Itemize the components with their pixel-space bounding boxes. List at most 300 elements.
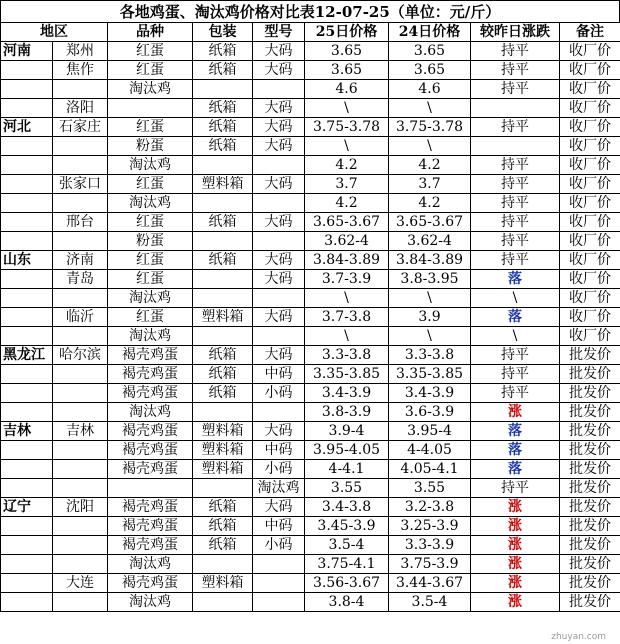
cell-province xyxy=(1,327,53,346)
cell-price-25: 3.7-3.9 xyxy=(305,270,389,289)
cell-packaging: 纸箱 xyxy=(193,137,253,156)
cell-packaging: 纸箱 xyxy=(193,517,253,536)
cell-price-24: 3.75-3.9 xyxy=(389,555,471,574)
cell-price-25: 3.7-3.8 xyxy=(305,308,389,327)
cell-price-25: 3.4-3.8 xyxy=(305,498,389,517)
cell-packaging: 纸箱 xyxy=(193,536,253,555)
cell-city xyxy=(53,232,108,251)
cell-packaging xyxy=(193,289,253,308)
cell-province xyxy=(1,99,53,118)
cell-change: 持平 xyxy=(471,346,560,365)
cell-price-25: 4.6 xyxy=(305,80,389,99)
cell-variety: 红蛋 xyxy=(108,61,193,80)
cell-remark: 收厂价 xyxy=(560,289,620,308)
cell-price-25: 3.62-4 xyxy=(305,232,389,251)
cell-size: 大码 xyxy=(253,251,305,270)
cell-packaging: 塑料箱 xyxy=(193,422,253,441)
cell-price-24: 3.5-4 xyxy=(389,593,471,612)
cell-variety: 褐壳鸡蛋 xyxy=(108,441,193,460)
cell-remark: 收厂价 xyxy=(560,80,620,99)
table-row xyxy=(1,574,620,593)
table-row xyxy=(1,270,620,289)
cell-change: 涨 xyxy=(471,403,560,422)
cell-province xyxy=(1,555,53,574)
cell-city xyxy=(53,194,108,213)
cell-price-25: 3.7 xyxy=(305,175,389,194)
cell-variety: 红蛋 xyxy=(108,213,193,232)
cell-city: 郑州 xyxy=(53,42,108,61)
cell-province xyxy=(1,213,53,232)
cell-packaging xyxy=(193,232,253,251)
table-body xyxy=(1,42,620,612)
cell-remark: 批发价 xyxy=(560,555,620,574)
cell-change: 持平 xyxy=(471,42,560,61)
cell-change xyxy=(471,99,560,118)
cell-remark: 收厂价 xyxy=(560,327,620,346)
cell-remark: 收厂价 xyxy=(560,251,620,270)
cell-province xyxy=(1,536,53,555)
cell-remark: 批发价 xyxy=(560,346,620,365)
cell-size xyxy=(253,156,305,175)
cell-change xyxy=(471,137,560,156)
cell-size: 中码 xyxy=(253,441,305,460)
header-price-25: 25日价格 xyxy=(305,23,389,42)
cell-size: 淘汰鸡 xyxy=(253,479,305,498)
cell-city: 济南 xyxy=(53,251,108,270)
cell-change: 涨 xyxy=(471,574,560,593)
cell-province xyxy=(1,308,53,327)
cell-price-24: 3.25-3.9 xyxy=(389,517,471,536)
cell-price-24: 3.9 xyxy=(389,308,471,327)
cell-price-24: 3.7 xyxy=(389,175,471,194)
cell-change: 涨 xyxy=(471,498,560,517)
cell-packaging: 纸箱 xyxy=(193,99,253,118)
cell-city: 临沂 xyxy=(53,308,108,327)
cell-size: 大码 xyxy=(253,118,305,137)
cell-remark: 批发价 xyxy=(560,479,620,498)
table-row xyxy=(1,308,620,327)
cell-price-24: \ xyxy=(389,327,471,346)
header-size: 型号 xyxy=(253,23,305,42)
cell-province xyxy=(1,365,53,384)
cell-price-25: 3.75-3.78 xyxy=(305,118,389,137)
cell-change: 涨 xyxy=(471,517,560,536)
header-row xyxy=(1,23,620,42)
cell-province xyxy=(1,289,53,308)
table-row xyxy=(1,422,620,441)
cell-price-25: 3.45-3.9 xyxy=(305,517,389,536)
cell-price-24: 3.65 xyxy=(389,61,471,80)
cell-variety: 褐壳鸡蛋 xyxy=(108,517,193,536)
cell-variety: 粉蛋 xyxy=(108,232,193,251)
cell-packaging: 纸箱 xyxy=(193,346,253,365)
cell-size xyxy=(253,327,305,346)
cell-size: 大码 xyxy=(253,270,305,289)
cell-remark: 收厂价 xyxy=(560,232,620,251)
cell-city xyxy=(53,384,108,403)
cell-price-24: 3.3-3.8 xyxy=(389,346,471,365)
cell-variety: 红蛋 xyxy=(108,175,193,194)
cell-price-25: 3.5-4 xyxy=(305,536,389,555)
table-row xyxy=(1,80,620,99)
table-row xyxy=(1,365,620,384)
watermark: zhuyan.com xyxy=(551,632,606,642)
header-region: 地区 xyxy=(1,23,108,42)
cell-remark: 收厂价 xyxy=(560,118,620,137)
cell-remark: 批发价 xyxy=(560,403,620,422)
cell-change: \ xyxy=(471,289,560,308)
cell-province: 黑龙江 xyxy=(1,346,53,365)
cell-city xyxy=(53,479,108,498)
cell-variety: 淘汰鸡 xyxy=(108,289,193,308)
cell-remark: 收厂价 xyxy=(560,61,620,80)
cell-price-25: \ xyxy=(305,327,389,346)
cell-city xyxy=(53,460,108,479)
cell-packaging xyxy=(193,479,253,498)
cell-price-25: 4.2 xyxy=(305,194,389,213)
cell-price-25: \ xyxy=(305,137,389,156)
cell-province: 吉林 xyxy=(1,422,53,441)
cell-province: 河南 xyxy=(1,42,53,61)
cell-city: 张家口 xyxy=(53,175,108,194)
cell-province xyxy=(1,384,53,403)
cell-city xyxy=(53,536,108,555)
cell-remark: 批发价 xyxy=(560,460,620,479)
table-row xyxy=(1,536,620,555)
cell-price-25: 3.65 xyxy=(305,42,389,61)
table-row xyxy=(1,118,620,137)
cell-variety: 红蛋 xyxy=(108,118,193,137)
cell-size xyxy=(253,289,305,308)
cell-city xyxy=(53,137,108,156)
cell-variety: 红蛋 xyxy=(108,270,193,289)
cell-price-25: 3.75-4.1 xyxy=(305,555,389,574)
table-row xyxy=(1,289,620,308)
cell-variety: 褐壳鸡蛋 xyxy=(108,536,193,555)
cell-packaging xyxy=(193,555,253,574)
cell-city: 青岛 xyxy=(53,270,108,289)
cell-size xyxy=(253,232,305,251)
cell-change: 持平 xyxy=(471,194,560,213)
table-row xyxy=(1,99,620,118)
cell-variety: 粉蛋 xyxy=(108,137,193,156)
cell-province xyxy=(1,137,53,156)
cell-city: 石家庄 xyxy=(53,118,108,137)
cell-city: 吉林 xyxy=(53,422,108,441)
cell-variety: 淘汰鸡 xyxy=(108,327,193,346)
cell-city xyxy=(53,593,108,612)
cell-packaging xyxy=(193,327,253,346)
cell-variety: 褐壳鸡蛋 xyxy=(108,365,193,384)
cell-change: \ xyxy=(471,327,560,346)
table-row xyxy=(1,441,620,460)
cell-remark: 批发价 xyxy=(560,574,620,593)
cell-price-25: 3.35-3.85 xyxy=(305,365,389,384)
cell-remark: 批发价 xyxy=(560,517,620,536)
cell-size: 大码 xyxy=(253,308,305,327)
cell-province xyxy=(1,403,53,422)
cell-province xyxy=(1,479,53,498)
cell-size xyxy=(253,80,305,99)
cell-change: 持平 xyxy=(471,365,560,384)
cell-remark: 收厂价 xyxy=(560,42,620,61)
cell-price-24: 3.44-3.67 xyxy=(389,574,471,593)
cell-price-25: 3.3-3.8 xyxy=(305,346,389,365)
cell-remark: 批发价 xyxy=(560,441,620,460)
cell-price-24: 3.8-3.95 xyxy=(389,270,471,289)
table-row xyxy=(1,403,620,422)
table-row xyxy=(1,156,620,175)
cell-change: 持平 xyxy=(471,80,560,99)
cell-city xyxy=(53,80,108,99)
table-row xyxy=(1,42,620,61)
cell-price-24: 4.2 xyxy=(389,156,471,175)
table-row xyxy=(1,517,620,536)
cell-price-24: \ xyxy=(389,289,471,308)
cell-city: 邢台 xyxy=(53,213,108,232)
cell-change: 涨 xyxy=(471,593,560,612)
cell-city xyxy=(53,555,108,574)
cell-price-24: 3.4-3.9 xyxy=(389,384,471,403)
cell-change: 涨 xyxy=(471,536,560,555)
cell-variety: 褐壳鸡蛋 xyxy=(108,384,193,403)
table-row xyxy=(1,384,620,403)
cell-remark: 收厂价 xyxy=(560,213,620,232)
header-remark: 备注 xyxy=(560,23,620,42)
cell-province: 辽宁 xyxy=(1,498,53,517)
cell-price-25: 3.8-3.9 xyxy=(305,403,389,422)
cell-size: 大码 xyxy=(253,346,305,365)
header-price-24: 24日价格 xyxy=(389,23,471,42)
cell-city xyxy=(53,156,108,175)
cell-change: 落 xyxy=(471,422,560,441)
cell-change: 落 xyxy=(471,460,560,479)
cell-city xyxy=(53,289,108,308)
cell-variety: 褐壳鸡蛋 xyxy=(108,422,193,441)
table-row xyxy=(1,555,620,574)
cell-price-24: 4-4.05 xyxy=(389,441,471,460)
cell-remark: 收厂价 xyxy=(560,137,620,156)
cell-remark: 批发价 xyxy=(560,593,620,612)
cell-price-24: 4.2 xyxy=(389,194,471,213)
cell-remark: 收厂价 xyxy=(560,308,620,327)
cell-price-24: 3.65-3.67 xyxy=(389,213,471,232)
cell-province xyxy=(1,232,53,251)
cell-variety: 褐壳鸡蛋 xyxy=(108,574,193,593)
table-row xyxy=(1,498,620,517)
cell-remark: 收厂价 xyxy=(560,270,620,289)
cell-price-24: 4.6 xyxy=(389,80,471,99)
table-row xyxy=(1,327,620,346)
cell-size: 小码 xyxy=(253,384,305,403)
header-change: 较昨日涨跌 xyxy=(471,23,560,42)
cell-price-24: 3.95-4 xyxy=(389,422,471,441)
cell-packaging: 塑料箱 xyxy=(193,441,253,460)
table-row xyxy=(1,460,620,479)
cell-remark: 批发价 xyxy=(560,422,620,441)
cell-change: 落 xyxy=(471,308,560,327)
cell-price-24: 3.6-3.9 xyxy=(389,403,471,422)
cell-price-24: 4.05-4.1 xyxy=(389,460,471,479)
cell-price-25: 3.8-4 xyxy=(305,593,389,612)
cell-change: 持平 xyxy=(471,175,560,194)
cell-packaging: 纸箱 xyxy=(193,365,253,384)
cell-variety: 淘汰鸡 xyxy=(108,156,193,175)
cell-province xyxy=(1,61,53,80)
table-row xyxy=(1,213,620,232)
cell-size: 大码 xyxy=(253,61,305,80)
cell-remark: 收厂价 xyxy=(560,156,620,175)
cell-price-24: 3.35-3.85 xyxy=(389,365,471,384)
cell-city xyxy=(53,441,108,460)
cell-price-25: 3.95-4.05 xyxy=(305,441,389,460)
cell-packaging: 纸箱 xyxy=(193,61,253,80)
cell-size: 中码 xyxy=(253,365,305,384)
cell-variety: 淘汰鸡 xyxy=(108,80,193,99)
cell-remark: 收厂价 xyxy=(560,99,620,118)
table-row xyxy=(1,137,620,156)
cell-change: 持平 xyxy=(471,118,560,137)
cell-city: 洛阳 xyxy=(53,99,108,118)
cell-city: 哈尔滨 xyxy=(53,346,108,365)
cell-change: 落 xyxy=(471,441,560,460)
cell-city xyxy=(53,327,108,346)
cell-size: 大码 xyxy=(253,42,305,61)
cell-province xyxy=(1,460,53,479)
cell-price-24: \ xyxy=(389,99,471,118)
cell-change: 持平 xyxy=(471,251,560,270)
cell-size: 大码 xyxy=(253,213,305,232)
cell-size: 小码 xyxy=(253,536,305,555)
cell-price-24: 3.2-3.8 xyxy=(389,498,471,517)
cell-packaging: 纸箱 xyxy=(193,384,253,403)
cell-change: 持平 xyxy=(471,479,560,498)
cell-size: 小码 xyxy=(253,460,305,479)
cell-city xyxy=(53,365,108,384)
cell-price-25: \ xyxy=(305,99,389,118)
cell-price-25: 3.65-3.67 xyxy=(305,213,389,232)
cell-variety: 淘汰鸡 xyxy=(108,555,193,574)
table-row xyxy=(1,346,620,365)
cell-remark: 批发价 xyxy=(560,365,620,384)
cell-size: 大码 xyxy=(253,498,305,517)
cell-size xyxy=(253,555,305,574)
cell-packaging: 塑料箱 xyxy=(193,308,253,327)
cell-province xyxy=(1,156,53,175)
table-row xyxy=(1,232,620,251)
cell-variety: 淘汰鸡 xyxy=(108,194,193,213)
cell-price-24: 3.3-3.9 xyxy=(389,536,471,555)
cell-packaging xyxy=(193,270,253,289)
cell-price-25: 4.2 xyxy=(305,156,389,175)
cell-variety: 红蛋 xyxy=(108,251,193,270)
table-row xyxy=(1,194,620,213)
table-row xyxy=(1,251,620,270)
cell-province xyxy=(1,574,53,593)
cell-remark: 收厂价 xyxy=(560,194,620,213)
cell-packaging: 纸箱 xyxy=(193,251,253,270)
cell-remark: 收厂价 xyxy=(560,175,620,194)
cell-province xyxy=(1,270,53,289)
cell-size: 大码 xyxy=(253,137,305,156)
cell-variety: 淘汰鸡 xyxy=(108,403,193,422)
cell-packaging: 塑料箱 xyxy=(193,460,253,479)
cell-size xyxy=(253,574,305,593)
cell-size xyxy=(253,194,305,213)
cell-change: 持平 xyxy=(471,156,560,175)
cell-price-25: 3.56-3.67 xyxy=(305,574,389,593)
cell-price-25: 3.84-3.89 xyxy=(305,251,389,270)
cell-province xyxy=(1,175,53,194)
cell-price-25: 3.9-4 xyxy=(305,422,389,441)
cell-packaging: 纸箱 xyxy=(193,498,253,517)
cell-province xyxy=(1,80,53,99)
cell-packaging xyxy=(193,194,253,213)
cell-price-24: 3.75-3.78 xyxy=(389,118,471,137)
cell-packaging xyxy=(193,593,253,612)
cell-remark: 批发价 xyxy=(560,498,620,517)
cell-packaging xyxy=(193,80,253,99)
cell-size xyxy=(253,403,305,422)
cell-price-24: \ xyxy=(389,137,471,156)
cell-packaging: 纸箱 xyxy=(193,42,253,61)
cell-variety: 褐壳鸡蛋 xyxy=(108,460,193,479)
cell-province xyxy=(1,441,53,460)
cell-remark: 批发价 xyxy=(560,536,620,555)
cell-variety: 红蛋 xyxy=(108,308,193,327)
cell-variety: 红蛋 xyxy=(108,42,193,61)
cell-province xyxy=(1,593,53,612)
table-row xyxy=(1,175,620,194)
cell-province xyxy=(1,194,53,213)
header-packaging: 包装 xyxy=(193,23,253,42)
cell-city xyxy=(53,403,108,422)
cell-remark: 批发价 xyxy=(560,384,620,403)
cell-size: 中码 xyxy=(253,517,305,536)
header-variety: 品种 xyxy=(108,23,193,42)
table-row xyxy=(1,61,620,80)
cell-variety xyxy=(108,99,193,118)
cell-variety xyxy=(108,479,193,498)
cell-packaging xyxy=(193,403,253,422)
cell-variety: 淘汰鸡 xyxy=(108,593,193,612)
cell-variety: 褐壳鸡蛋 xyxy=(108,346,193,365)
cell-change: 持平 xyxy=(471,213,560,232)
cell-size: 大码 xyxy=(253,99,305,118)
cell-packaging: 纸箱 xyxy=(193,118,253,137)
cell-price-25: 3.55 xyxy=(305,479,389,498)
cell-packaging: 纸箱 xyxy=(193,213,253,232)
cell-city: 沈阳 xyxy=(53,498,108,517)
cell-province: 山东 xyxy=(1,251,53,270)
cell-price-25: 3.4-3.9 xyxy=(305,384,389,403)
sheet-title: 各地鸡蛋、淘汰鸡价格对比表12-07-25（单位：元/斤） xyxy=(0,0,620,22)
cell-city: 大连 xyxy=(53,574,108,593)
table-row xyxy=(1,479,620,498)
cell-change: 落 xyxy=(471,270,560,289)
cell-variety: 褐壳鸡蛋 xyxy=(108,498,193,517)
cell-province xyxy=(1,517,53,536)
cell-change: 涨 xyxy=(471,555,560,574)
cell-city xyxy=(53,517,108,536)
price-table xyxy=(0,22,620,612)
table-row xyxy=(1,593,620,612)
cell-price-25: 4-4.1 xyxy=(305,460,389,479)
cell-size: 大码 xyxy=(253,175,305,194)
cell-price-25: 3.65 xyxy=(305,61,389,80)
cell-change: 持平 xyxy=(471,232,560,251)
cell-city: 焦作 xyxy=(53,61,108,80)
